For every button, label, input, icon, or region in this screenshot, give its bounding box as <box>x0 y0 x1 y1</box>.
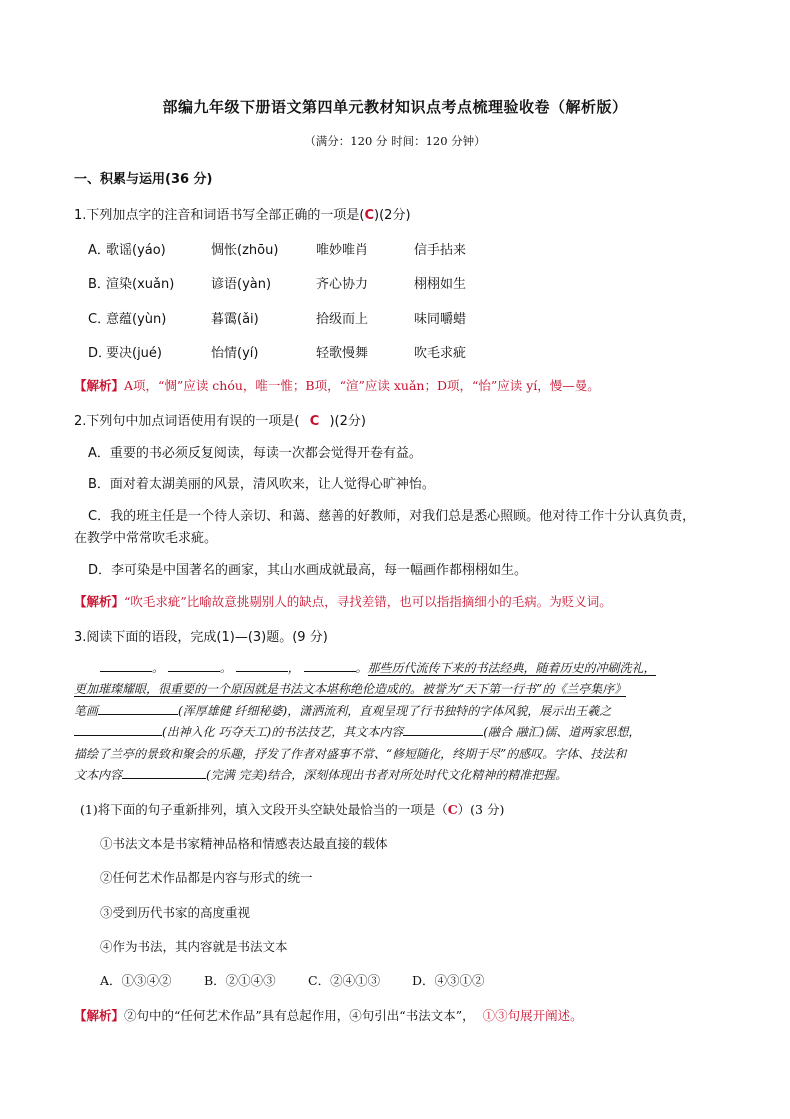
choice-c: C．②④①③ <box>308 973 381 988</box>
sentence-3: ③受到历代书家的高度重视 <box>100 905 251 920</box>
q1-option-b-3: 齐心协力 <box>316 277 369 292</box>
q1-explanation: 【解析】A项，“惆”应读 chóu，唯一惟；B项，“渲”应读 xuǎn；D项，“怡”应读 yí，慢—曼。 <box>74 378 600 393</box>
question-1-answer: C <box>364 208 375 223</box>
q1-option-b-letter: B． <box>88 277 110 292</box>
q1-option-d-3: 轻歌慢舞 <box>316 346 369 361</box>
blank-1 <box>100 659 152 672</box>
q3-explanation: 【解析】②句中的“任何艺术作品”具有总起作用，④句引出“书法文本”， ①③句展开阐述。 <box>74 1008 583 1023</box>
q1-option-b-2: 谚语(yàn) <box>211 277 272 292</box>
sentence-1: ①书法文本是书家精神品格和情感表达最直接的载体 <box>100 836 388 851</box>
q1-option-b-1: 渲染(xuǎn) <box>106 277 175 292</box>
q2-explanation: 【解析】“吹毛求疵”比喻故意挑剔别人的缺点，寻找差错，也可以指指摘细小的毛病。为贬义词。 <box>74 594 612 609</box>
blank-5 <box>98 702 178 715</box>
q1-option-d-4: 吹毛求疵 <box>414 346 467 361</box>
q1-option-a-letter: A． <box>88 243 110 258</box>
q1-option-a-1: 歌谣(yáo) <box>106 243 166 258</box>
blank-7 <box>403 723 483 736</box>
page-subtitle: （满分：120 分 时间：120 分钟） <box>304 134 486 148</box>
q1-option-c-letter: C． <box>88 312 111 327</box>
q3-sub1-answer: C <box>447 802 458 817</box>
q1-option-c-3: 拾级而上 <box>316 312 369 327</box>
q1-option-a-2: 惆怅(zhōu) <box>211 243 279 258</box>
blank-3 <box>236 659 288 672</box>
q1-option-d-2: 怡情(yí) <box>211 346 259 361</box>
choice-b: B．②①④③ <box>204 973 276 988</box>
blank-2 <box>168 659 220 672</box>
blank-4 <box>304 659 356 672</box>
q1-option-d-1: 要决(jué) <box>106 346 162 361</box>
passage-line-2: 更加璀璨耀眼，很重要的一个原因就是书法文本堪称绝伦造成的。被誉为“天下第一行书”的《兰亭集序》 <box>74 682 627 696</box>
q2-option-b: B．面对着太湖美丽的风景，清风吹来，让人觉得心旷神怡。 <box>88 477 435 492</box>
q1-option-a-3: 唯妙唯肖 <box>316 243 369 258</box>
q1-option-a-4: 信手拈来 <box>414 243 467 258</box>
section-heading: 一、积累与运用(36 分) <box>74 172 213 187</box>
question-3-stem: 3.阅读下面的语段，完成(1)—(3)题。(9 分) <box>74 630 328 645</box>
passage-line-6: 文本内容 (完满 完美)结合，深刻体现出书者对所处时代文化精神的精准把握。 <box>74 768 568 782</box>
q1-option-c-2: 暮霭(ǎi) <box>211 312 259 327</box>
q2-option-c: C．我的班主任是一个待人亲切、和蔼、慈善的好教师，对我们总是悉心照顾。他对待工作十分认真负责， <box>88 509 696 524</box>
blank-8 <box>122 766 206 779</box>
sentence-2: ②任何艺术作品都是内容与形式的统一 <box>100 870 313 885</box>
q2-option-a: A．重要的书必须反复阅读，每读一次都会觉得开卷有益。 <box>88 446 422 461</box>
passage-line-3: 笔画 (浑厚雄健 纤细秘婆)，潇洒流利，直观呈现了行书独特的字体风貌，展示出王羲之 <box>74 704 612 718</box>
sentence-4: ④作为书法，其内容就是书法文本 <box>100 939 288 954</box>
q1-option-d-letter: D． <box>88 346 112 361</box>
q1-option-b-4: 栩栩如生 <box>414 277 467 292</box>
page-title: 部编九年级下册语文第四单元教材知识点考点梳理验收卷（解析版） <box>162 98 628 116</box>
question-2-stem: 2.下列句中加点词语使用有误的一项是( C )(2分) <box>74 414 366 429</box>
q1-option-c-4: 味同嚼蜡 <box>414 312 467 327</box>
passage-line-1: 。 。 ， 。那些历代流传下来的书法经典，随着历史的冲刷洗礼， <box>100 659 656 676</box>
question-2-answer: C <box>309 414 320 429</box>
passage-line-4: (出神入化 巧夺天工)的书法技艺，其文本内容 (融合 融汇)儒、道两家思想， <box>74 723 640 740</box>
q2-option-d: D．李可染是中国著名的画家，其山水画成就最高，每一幅画作都栩栩如生。 <box>88 563 528 578</box>
q2-option-c-cont: 在教学中常常吹毛求疵。 <box>74 531 218 546</box>
passage-line-5: 描绘了兰亭的景致和聚会的乐趣，抒发了作者对盛事不常、“修短随化，终期于尽”的感叹。字体、技法和 <box>74 747 627 761</box>
q3-sub1-stem: (1)将下面的句子重新排列，填入文段开头空缺处最恰当的一项是（C）(3 分) <box>80 802 505 817</box>
q1-option-c-1: 意蕴(yùn) <box>106 312 167 327</box>
choice-d: D．④③①② <box>412 973 485 988</box>
question-1-stem: 1.下列加点字的注音和词语书写全部正确的一项是(C)(2分) <box>74 208 411 223</box>
blank-6 <box>74 723 162 736</box>
choice-a: A．①③④② <box>100 973 172 988</box>
